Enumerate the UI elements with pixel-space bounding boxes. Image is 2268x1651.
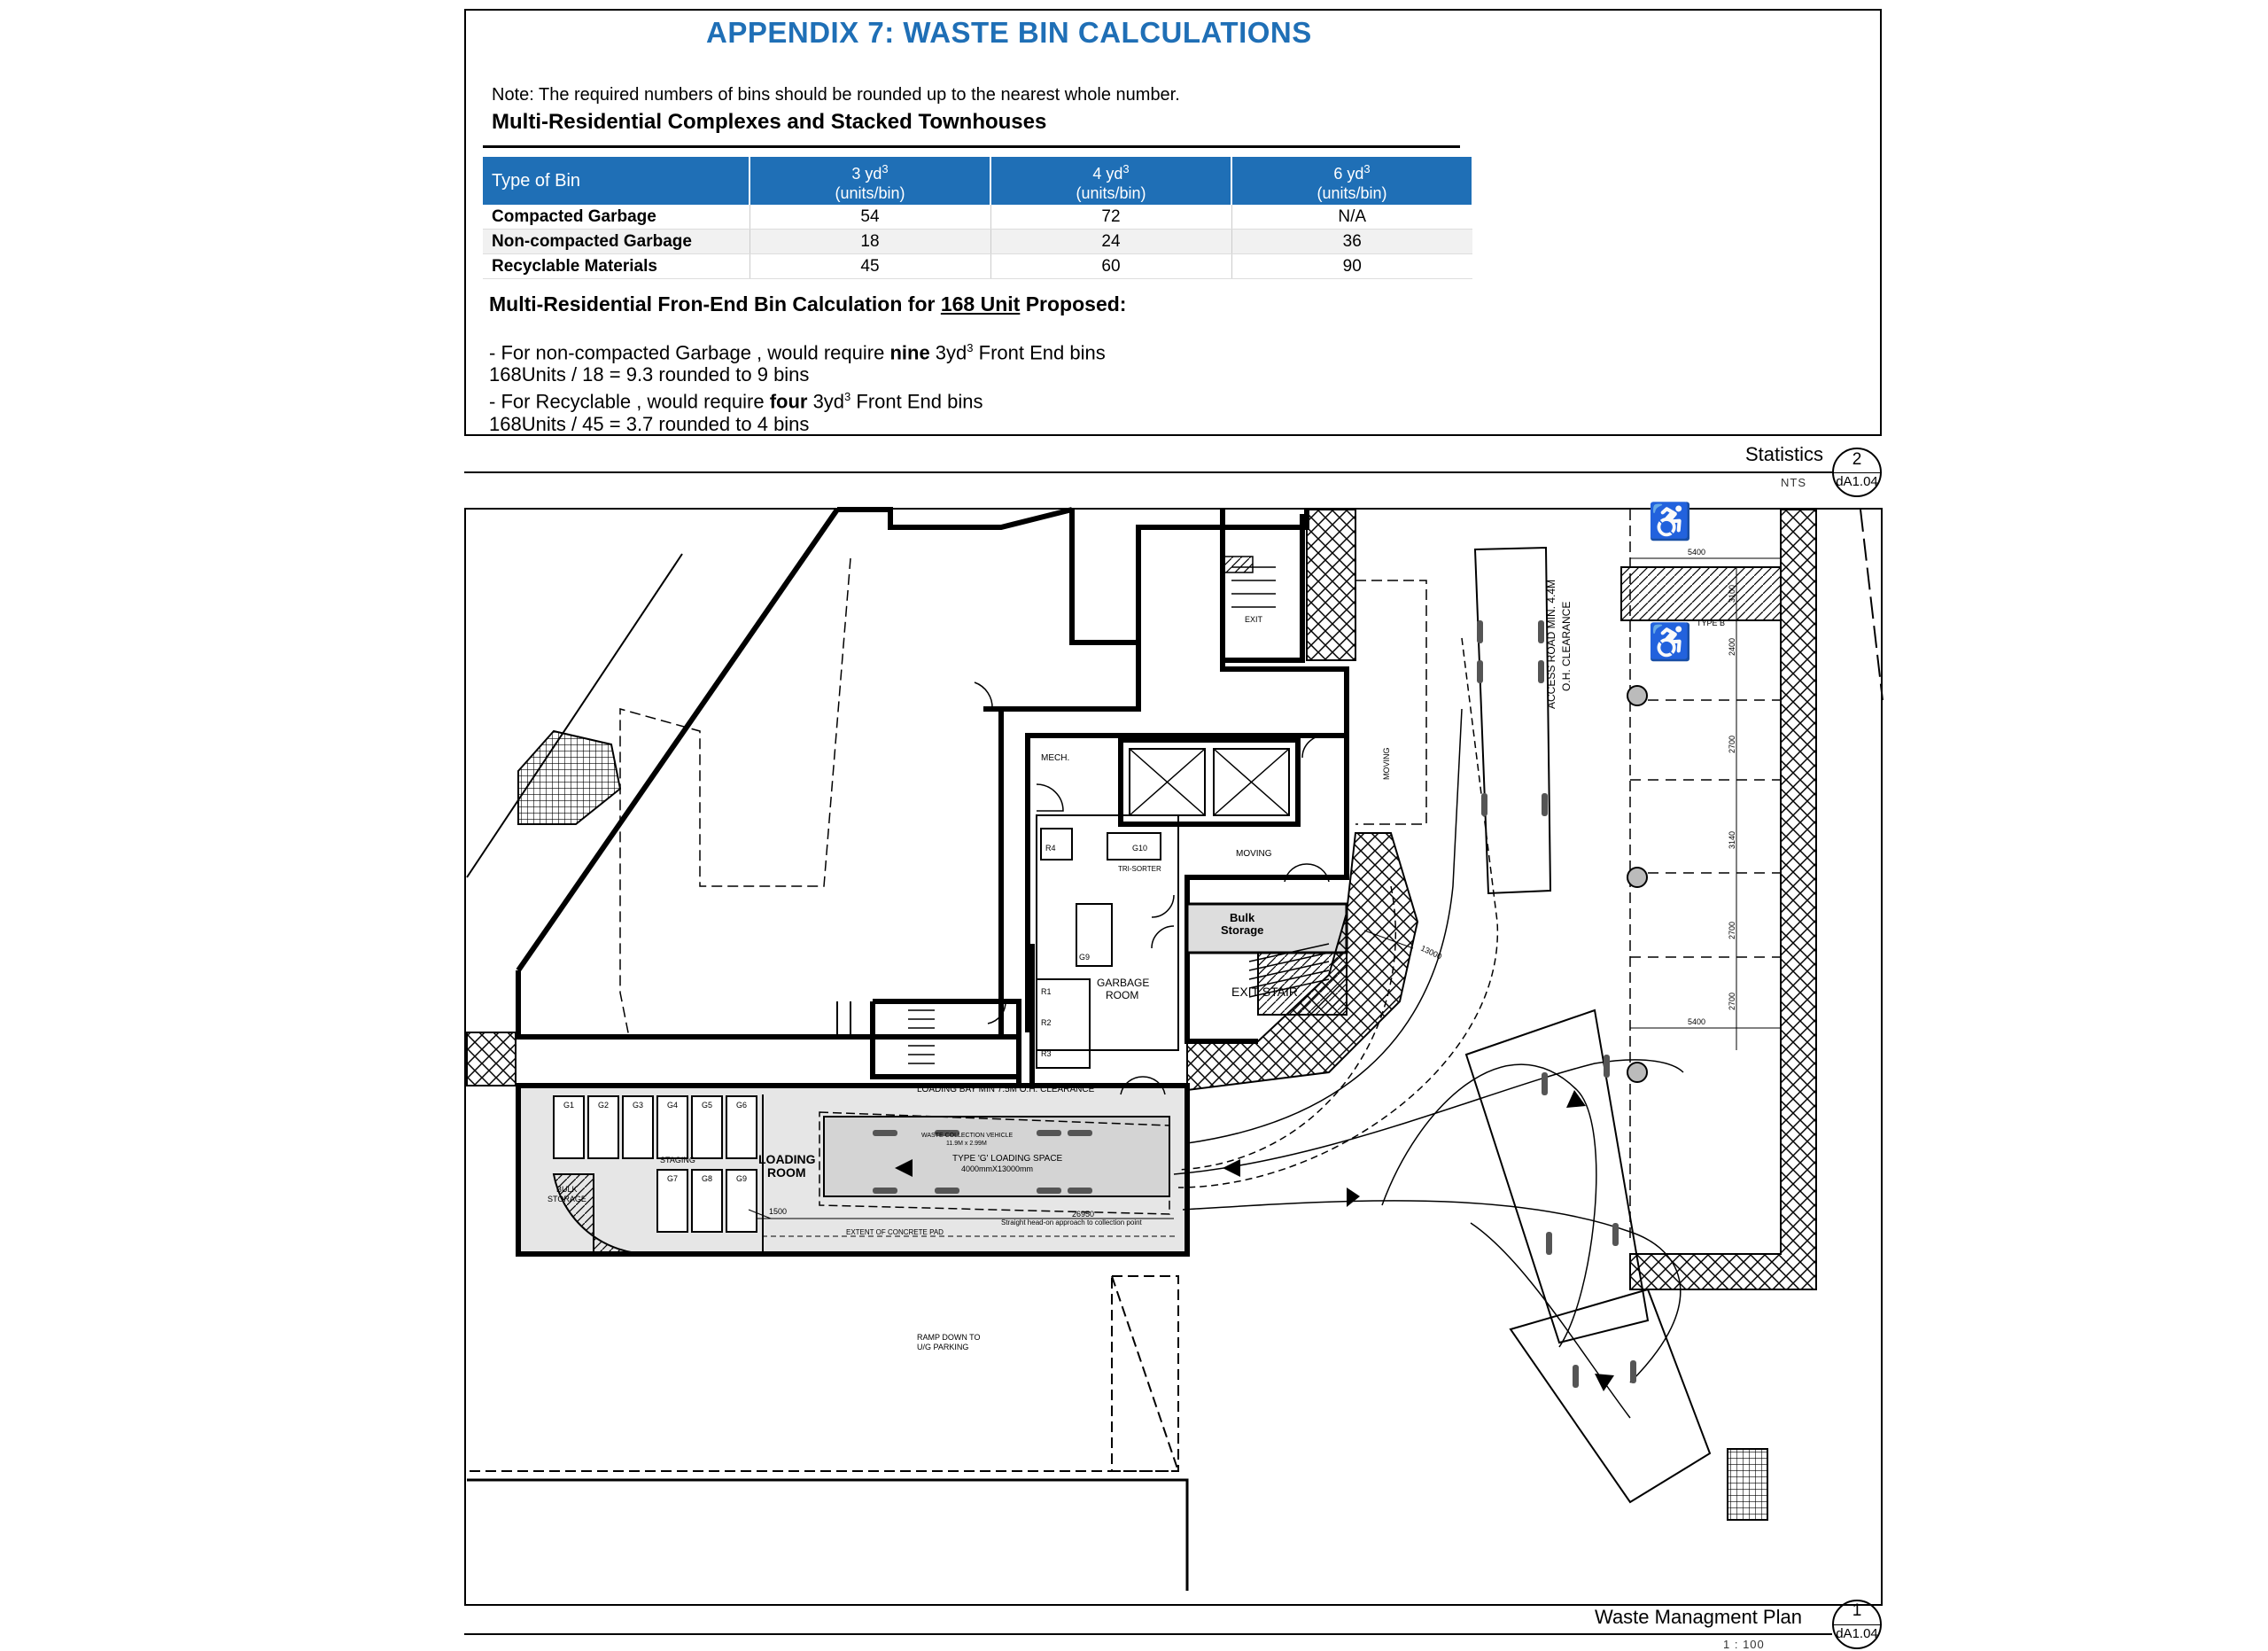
note-access-road-2: O.H. CLEARANCE [1560,601,1573,691]
cell-6yd: N/A [1231,205,1472,230]
dim-3140: 3140 [1728,830,1736,849]
statistics-label: Statistics [1745,443,1824,465]
bin-g9-room: G9 [1079,953,1091,962]
exit-sign-block [1224,557,1253,572]
note-vehicle-1: WASTE COLLECTION VEHICLE [921,1133,1014,1139]
label-trisorter: TRI-SORTER [1118,865,1161,873]
label-exit: EXIT [1245,615,1263,624]
truck-wheel-marks [1477,620,1636,1388]
plan-rule [464,1633,1832,1635]
vent-grid [1728,1449,1767,1520]
appendix-title: APPENDIX 7: WASTE BIN CALCULATIONS [706,16,1312,49]
bin-g2: G2 [597,1101,610,1110]
plan-callout-sheet: dA1.04 [1836,1626,1878,1641]
bin-r2: R2 [1041,1018,1052,1027]
cell-3yd: 18 [750,230,990,254]
bin-g8: G8 [701,1174,713,1183]
dim-26950: 26950 [1072,1210,1095,1219]
bin-g10: G10 [1132,844,1148,853]
parking-stalls [1630,700,1781,957]
note-ramp-1: RAMP DOWN TO [917,1333,981,1342]
label-staging: STAGING [660,1156,695,1164]
bin-g4: G4 [666,1101,679,1110]
dim-2700-b: 2700 [1728,921,1736,939]
row-type: Recyclable Materials [483,254,750,279]
wall-jamb [837,1001,850,1037]
cell-4yd: 60 [990,254,1231,279]
statistics-callout-number: 2 [1852,450,1862,469]
statistics-callout-sheet: dA1.04 [1836,474,1878,489]
label-bulk-storage-2: Storage [1221,923,1264,937]
note-concrete-pad: EXTENT OF CONCRETE PAD [846,1228,944,1236]
cell-4yd: 24 [990,230,1231,254]
calc-line-recycle-math: 168Units / 45 = 3.7 rounded to 4 bins [489,412,810,435]
building-walls [518,510,1347,1094]
label-moving: MOVING [1236,849,1272,859]
cell-6yd: 36 [1231,230,1472,254]
header-4yd: 4 $yd^3$ (units/bin) [990,157,1231,205]
header-type-of-bin: Type of Bin [483,157,750,205]
hatched-wall [1307,510,1355,660]
label-bulk-storage-small-2: STORAGE [548,1195,586,1203]
note-loading-space-1: TYPE 'G' LOADING SPACE [952,1154,1063,1164]
cell-6yd: 90 [1231,254,1472,279]
dim-2400: 2400 [1728,637,1736,656]
bin-r4: R4 [1045,844,1056,853]
note-vehicle-2: 11.9M x 2.99M [946,1141,987,1147]
dim-2700-c: 2700 [1728,992,1736,1010]
label-mech: MECH. [1041,753,1070,763]
header-6yd: 6 $yd^3$ (units/bin) [1231,157,1472,205]
label-loading-room-2: ROOM [767,1165,806,1180]
dim-5400-bottom: 5400 [1688,1017,1706,1026]
rounding-note: Note: The required numbers of bins should be rounded up to the nearest whole number. [492,85,1180,105]
label-garbage-room-1: GARBAGE [1097,977,1150,989]
hatched-parking-stall [1621,567,1781,620]
accessible-icon: ♿ [1648,623,1692,662]
calculation-heading: Multi-Residential Fron-End Bin Calculation for 168 Unit Proposed: [489,292,1127,315]
calc-line-garbage: - For non-compacted Garbage , would require nine $3yd^3$ Front End bins [489,341,1106,364]
hatched-column [467,1032,516,1086]
label-bulk-storage-small-1: BULK [556,1185,578,1194]
row-type: Non-compacted Garbage [483,230,750,254]
note-loading-bay: LOADING BAY MIN 7.5M O.H. CLEARANCE [917,1085,1095,1094]
cell-3yd: 45 [750,254,990,279]
cell-3yd: 54 [750,205,990,230]
plan-callout-number: 1 [1852,1601,1862,1620]
label-garbage-room-2: ROOM [1106,989,1139,1001]
bin-g3: G3 [632,1101,644,1110]
label-loading-room-1: LOADING [758,1152,816,1166]
bin-g9: G9 [735,1174,748,1183]
note-ramp-2: U/G PARKING [917,1343,969,1351]
bin-r3: R3 [1041,1049,1052,1058]
ramp-wall [467,1480,1187,1591]
cell-4yd: 72 [990,205,1231,230]
plan-callout-divider [1834,1624,1882,1625]
plan-scale: 1 : 100 [1723,1638,1765,1651]
label-bulk-storage-1: Bulk [1230,911,1255,924]
dim-1500: 1500 [769,1207,788,1216]
east-property-line [1860,510,1883,700]
label-moving-vertical: MOVING [1382,747,1391,780]
label-exit-stair: EXIT STAIR [1231,985,1298,999]
dim-13000: 13000 [1419,943,1444,962]
accessible-icon: ♿ [1648,502,1692,541]
property-line [467,554,682,877]
dim-5400-top: 5400 [1688,548,1706,557]
bin-g7: G7 [666,1174,679,1183]
dim-3100: 3100 [1728,584,1736,603]
loading-divider [762,1094,764,1254]
bin-g5: G5 [701,1101,713,1110]
note-straight-approach: Straight head-on approach to collection point [1001,1219,1142,1227]
bin-r1: R1 [1041,987,1052,996]
bin-g1: G1 [563,1101,575,1110]
label-type-b: TYPE B [1697,619,1726,627]
table-subheading: Multi-Residential Complexes and Stacked Townhouses [492,110,1047,134]
ramp-outline [470,1276,1178,1471]
note-loading-space-2: 4000mmX13000mm [961,1164,1034,1173]
row-type: Compacted Garbage [483,205,750,230]
note-access-road-1: ACCESS ROAD MIN. 4.4M [1545,579,1557,709]
calc-line-recycle: - For Recyclable , would require four $3yd^3$ Front End bins [489,390,983,413]
bin-g6: G6 [735,1101,748,1110]
dim-2700-a: 2700 [1728,735,1736,753]
calc-line-garbage-math: 168Units / 18 = 9.3 rounded to 9 bins [489,363,810,386]
plan-label: Waste Managment Plan [1595,1606,1802,1628]
header-3yd: 3 $yd^3$ (units/bin) [750,157,990,205]
statistics-scale: NTS [1781,476,1806,489]
unit-count: 168 Unit [940,292,1021,315]
elevator-shafts [1121,740,1298,824]
